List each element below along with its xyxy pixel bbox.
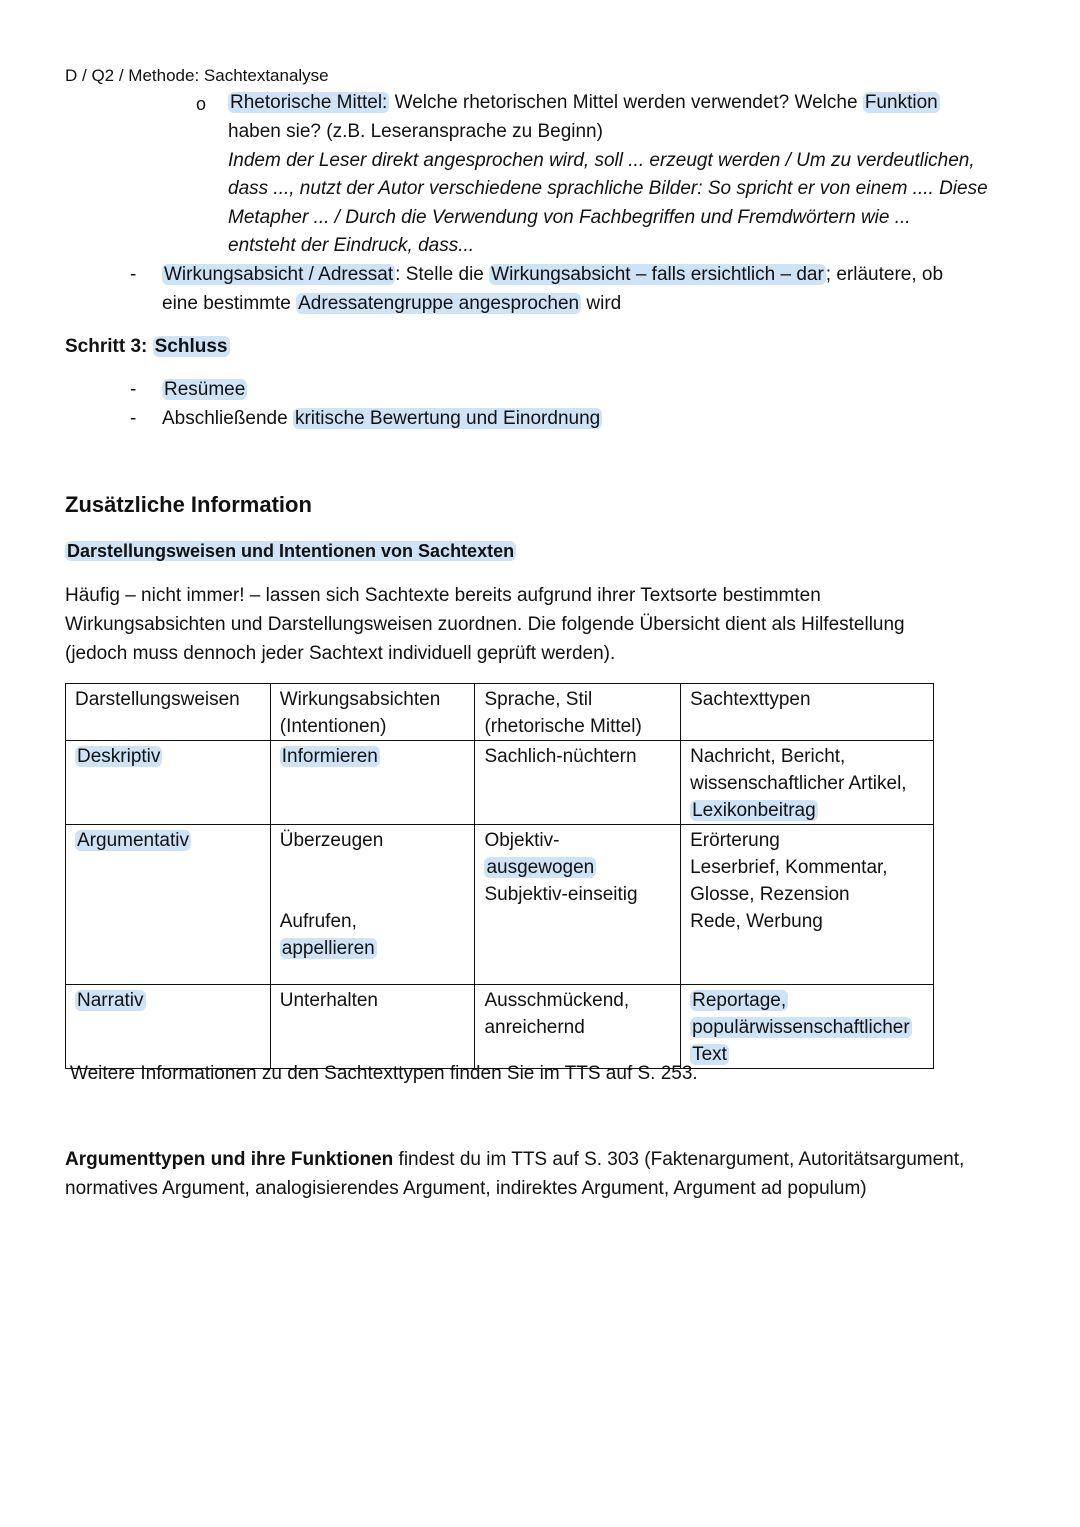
header-sprache-stil: Sprache, Stil: [484, 689, 593, 710]
zusatz-heading: Zusätzliche Information: [65, 492, 312, 517]
table-cell: [270, 825, 475, 985]
schluss-label: Schluss: [154, 336, 228, 357]
cell-deskriptiv: Deskriptiv: [77, 746, 161, 767]
dash-bullet-icon: -: [130, 379, 137, 400]
page-header: D / Q2 / Methode: Sachtextanalyse: [65, 66, 329, 85]
table-cell: [270, 741, 475, 825]
wirkung-line-1: [162, 260, 943, 289]
header-rhetorische-mittel: (rhetorische Mittel): [484, 716, 642, 737]
table-cell: [681, 985, 934, 1069]
rhetorik-line-4: dass ..., nutzt der Autor verschiedene sprachliche Bilder: So spricht er von einem .... Diese: [228, 178, 988, 199]
darstellung-heading: [65, 541, 516, 562]
table-row: [66, 985, 934, 1069]
table-cell: [270, 985, 475, 1069]
table-header-cell: [270, 684, 475, 741]
resumee-item: [162, 375, 247, 404]
rhetorik-label: Rhetorische Mittel:: [230, 92, 388, 113]
header-sachtexttypen: Sachtexttypen: [690, 689, 811, 710]
cell-narrativ: Narrativ: [77, 990, 144, 1011]
schritt-3-heading: [65, 332, 230, 361]
cell-reportage: Reportage,: [692, 990, 787, 1011]
wirkung-line2-b: wird: [581, 293, 622, 314]
cell-ueberzeugen: Überzeugen: [279, 830, 384, 851]
cell-eroerterung: Erörterung: [690, 830, 780, 851]
table-cell: [681, 741, 934, 825]
rhetorik-line-2: haben sie? (z.B. Leseransprache zu Beginn): [228, 121, 603, 142]
darstellung-title: Darstellungsweisen und Intentionen von Sachtexten: [67, 541, 515, 561]
cell-ausgewogen: ausgewogen: [486, 857, 595, 878]
table-cell: [66, 985, 271, 1069]
darstellung-table: [65, 683, 934, 1069]
table-header-cell: [681, 684, 934, 741]
table-header-cell: [66, 684, 271, 741]
rhetorik-line-5: Metapher ... / Durch die Verwendung von Fachbegriffen und Fremdwörtern wie ...: [228, 207, 911, 228]
wirkung-line-2: [162, 289, 621, 318]
argument-line-2: normatives Argument, analogisierendes Argument, indirektes Argument, Argument ad populum): [65, 1178, 867, 1199]
adressat-highlight: Adressatengruppe angesprochen: [298, 293, 580, 314]
rhetorik-line-1: [228, 88, 940, 117]
cell-text: Text: [692, 1044, 727, 1065]
wirkung-text-1: : Stelle die: [395, 264, 490, 285]
table-header-cell: [475, 684, 681, 741]
cell-aufrufen: Aufrufen,: [279, 911, 357, 932]
cell-nachricht: Nachricht, Bericht,: [690, 746, 846, 767]
cell-glosse: Glosse, Rezension: [690, 884, 850, 905]
cell-objektiv: Objektiv-: [484, 830, 560, 851]
bewertung-highlight: kritische Bewertung und Einordnung: [294, 408, 601, 429]
cell-unterhalten: Unterhalten: [279, 990, 378, 1011]
cell-anreichernd: anreichernd: [484, 1017, 585, 1038]
rhetorik-line-3: Indem der Leser direkt angesprochen wird, soll ... erzeugt werden / Um zu verdeutlichen,: [228, 150, 975, 171]
cell-lexikonbeitrag: Lexikonbeitrag: [692, 800, 816, 821]
dash-bullet-icon: -: [130, 408, 137, 429]
cell-informieren: Informieren: [281, 746, 378, 767]
schritt-3-prefix: Schritt 3:: [65, 336, 153, 357]
rhetorik-line-6: entsteht der Eindruck, dass...: [228, 235, 475, 256]
header-intentionen: (Intentionen): [279, 716, 387, 737]
rhetorik-text: Welche rhetorischen Mittel werden verwendet? Welche: [389, 92, 863, 113]
table-row: [66, 741, 934, 825]
cell-wiss-artikel: wissenschaftlicher Artikel,: [690, 773, 907, 794]
wirkung-line2-a: eine bestimmte: [162, 293, 297, 314]
intro-line-3: (jedoch muss dennoch jeder Sachtext individuell geprüft werden).: [65, 643, 616, 664]
table-cell: [66, 825, 271, 985]
table-note: Weitere Informationen zu den Sachtexttypen finden Sie im TTS auf S. 253.: [70, 1063, 698, 1084]
argument-line-1: [65, 1145, 964, 1174]
intro-line-2: Wirkungsabsichten und Darstellungsweisen zuordnen. Die folgende Übersicht dient als Hilfestellung: [65, 614, 905, 635]
table-cell: [475, 985, 681, 1069]
cell-ausschmueckend: Ausschmückend,: [484, 990, 630, 1011]
circle-bullet-icon: o: [196, 94, 207, 114]
cell-appellieren: appellieren: [281, 938, 375, 959]
cell-populaerwiss: populärwissenschaftlicher: [692, 1017, 910, 1038]
cell-leserbrief: Leserbrief, Kommentar,: [690, 857, 888, 878]
table-cell: [475, 825, 681, 985]
resumee-text: Resümee: [164, 379, 246, 400]
header-darstellungsweisen: Darstellungsweisen: [75, 689, 240, 710]
argument-bold: Argumenttypen und ihre Funktionen: [65, 1149, 394, 1170]
bewertung-text: Abschließende: [162, 408, 293, 429]
argument-text: findest du im TTS auf S. 303 (Faktenargument, Autoritätsargument,: [393, 1149, 965, 1170]
wirkung-label: Wirkungsabsicht / Adressat: [164, 264, 394, 285]
header-wirkungsabsichten: Wirkungsabsichten: [279, 689, 441, 710]
table-header-row: [66, 684, 934, 741]
funktion-highlight: Funktion: [864, 92, 938, 113]
table-cell: [66, 741, 271, 825]
bewertung-item: [162, 404, 602, 433]
table-row: [66, 825, 934, 985]
cell-argumentativ: Argumentativ: [77, 830, 189, 851]
table-cell: [475, 741, 681, 825]
intro-line-1: Häufig – nicht immer! – lassen sich Sachtexte bereits aufgrund ihrer Textsorte bestimmten: [65, 585, 821, 606]
wirkung-highlight: Wirkungsabsicht – falls ersichtlich – dar: [491, 264, 824, 285]
table-cell: [681, 825, 934, 985]
cell-rede: Rede, Werbung: [690, 911, 823, 932]
cell-subjektiv: Subjektiv-einseitig: [484, 884, 638, 905]
dash-bullet-icon: -: [130, 264, 137, 285]
cell-sachlich: Sachlich-nüchtern: [484, 746, 637, 767]
wirkung-text-2: ; erläutere, ob: [825, 264, 944, 285]
